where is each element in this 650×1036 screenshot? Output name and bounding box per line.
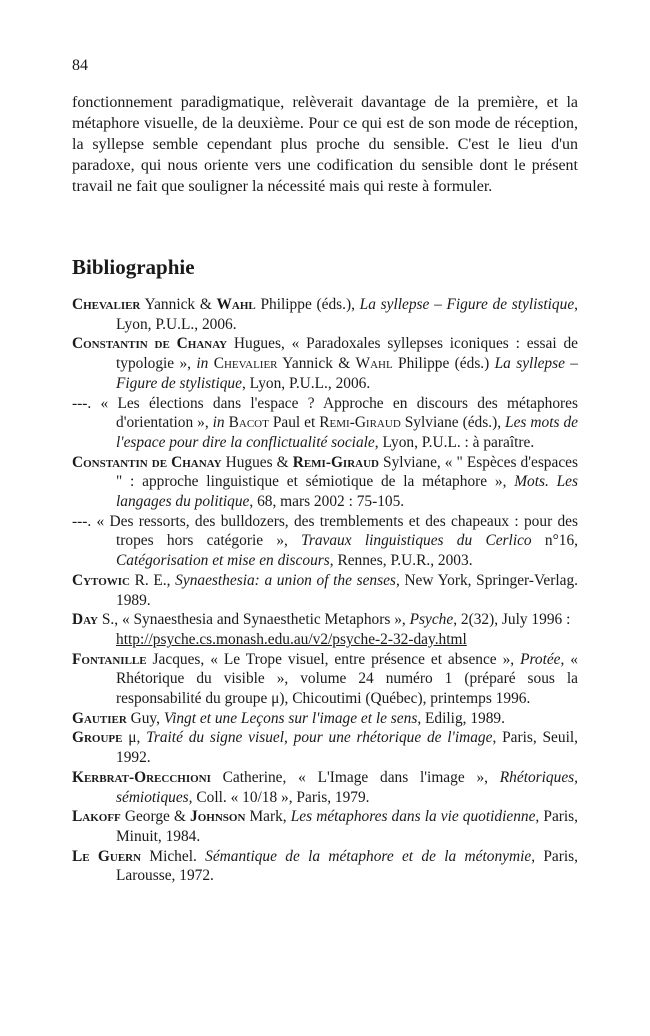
bib-entry-day: Day S., « Synaesthesia and Synaesthetic Metaphors », Psyche, 2(32), July 1996 : http://psyche.cs.monash.edu.au/v2/psyche-2-32-day.html	[72, 611, 571, 648]
bib-entry-groupe-mu: Groupe μ, Traité du signe visuel, pour une rhétorique de l'image, Paris, Seuil, 1992.	[72, 729, 578, 767]
bib-entry-fontanille: Fontanille Jacques, « Le Trope visuel, entre présence et absence », Protée, « Rhétorique du visible », volume 24 numéro 1 (préparé sous la responsabilité du groupe μ), Chicoutimi (Québec), printemps 1996.	[72, 650, 578, 708]
bib-entry-cytowic: Cytowic R. E., Synaesthesia: a union of the senses, New York, Springer-Verlag. 1989.	[72, 571, 579, 609]
bib-entry-lakoff-johnson: Lakoff George & Johnson Mark, Les métaphores dans la vie quotidienne, Paris, Minuit, 1984.	[72, 808, 579, 845]
bib-entry-elections-espace: ---. « Les élections dans l'espace ? Approche en discours des métaphores d'orientation », in Bacot Paul et Remi-Giraud Sylviane (éds.), Les mots de l'espace pour dire la conflictualité sociale, Lyon, P.U.L. : à paraître.	[72, 394, 578, 451]
bibliography-heading: Bibliographie	[72, 255, 195, 279]
bib-entry-chevalier-wahl: Chevalier Yannick & Wahl Philippe (éds.), La syllepse – Figure de stylistique, Lyon, P.U.L., 2006.	[72, 296, 579, 333]
bib-entry-ressorts-bulldozers: ---. « Des ressorts, des bulldozers, des tremblements et des chapeaux : pour des tropes hors catégorie », Travaux linguistiques du Cerlico n°16, Catégorisation et mise en discours, Rennes, P.U.R., 2003.	[72, 512, 578, 570]
intro-paragraph: fonctionnement paradigmatique, relèverait davantage de la première, et la métaphore visuelle, de la deuxième. Pour ce qui est de son mode de réception, la syllepse semble cependant plus proche du sensible. C'est le lieu d'un paradoxe, qui nous oriente vers une codification du sensible dont le présent travail ne fait que souligner la nécessité mais qui reste à formuler.	[72, 94, 578, 195]
bib-url-link[interactable]: http://psyche.cs.monash.edu.au/v2/psyche-2-32-day.html	[116, 630, 467, 648]
page-number: 84	[72, 57, 88, 74]
bib-entry-especes-espaces: Constantin de Chanay Hugues & Remi-Giraud Sylviane, « " Espèces d'espaces " : approche linguistique et sémiotique de la métaphore », Mots. Les langages du politique, 68, mars 2002 : 75-105.	[72, 453, 578, 511]
bib-entry-gautier: Gautier Guy, Vingt et une Leçons sur l'image et le sens, Edilig, 1989.	[72, 709, 505, 727]
bib-entry-le-guern: Le Guern Michel. Sémantique de la métaphore et de la métonymie, Paris, Larousse, 1972.	[72, 847, 578, 885]
bibliography-list	[72, 295, 578, 886]
bib-entry-constantin-syllepses: Constantin de Chanay Hugues, « Paradoxales syllepses iconiques : essai de typologie », in Chevalier Yannick & Wahl Philippe (éds.) La syllepse – Figure de stylistique, Lyon, P.U.L., 2006.	[72, 335, 578, 392]
bib-entry-kerbrat-orecchioni: Kerbrat-Orecchioni Catherine, « L'Image dans l'image », Rhétoriques, sémiotiques, Coll. « 10/18 », Paris, 1979.	[72, 768, 578, 806]
